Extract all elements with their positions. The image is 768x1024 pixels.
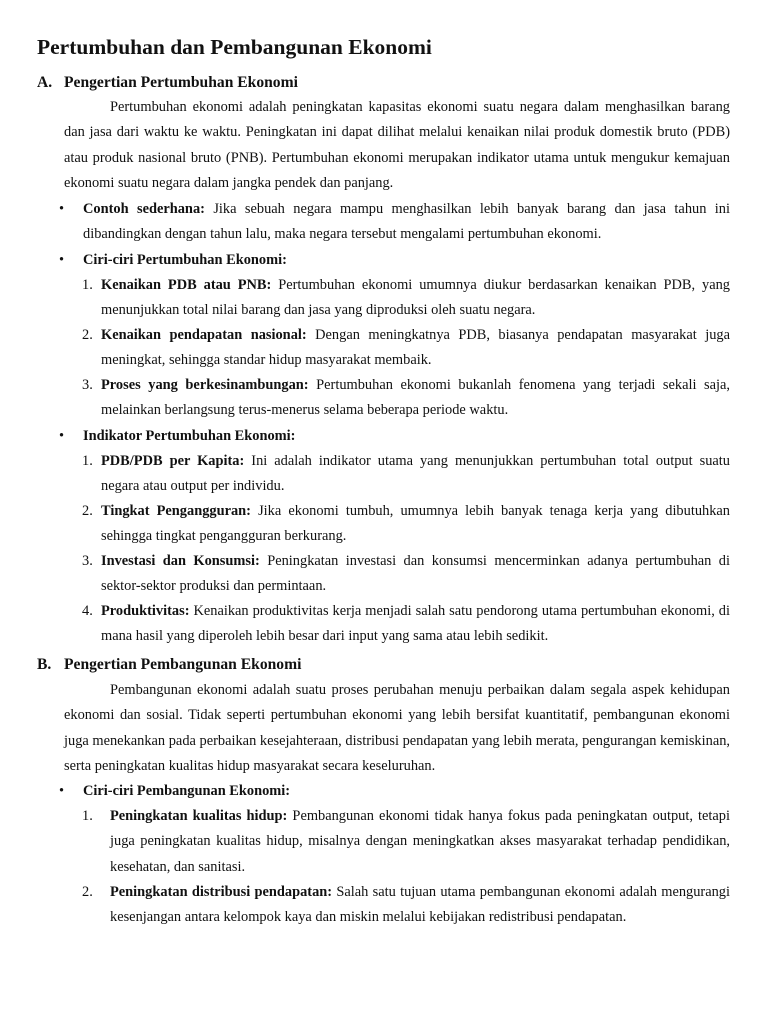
item-text: Pertumbuhan ekonomi bukanlah fenomena yang terjadi sekali saja, melainkan berlangsung terus-menerus selama beberapa periode waktu. xyxy=(101,377,730,419)
section-a-heading xyxy=(37,73,298,93)
development-features-label: Ciri-ciri Pembangunan Ekonomi: xyxy=(83,783,291,799)
bullet-growth-indicators xyxy=(59,424,730,449)
item-text: Peningkatan investasi dan konsumsi mencerminkan adanya pertumbuhan di sektor-sektor produksi dan permintaan. xyxy=(101,553,730,595)
item-text: Pertumbuhan ekonomi umumnya diukur berdasarkan kenaikan PDB, yang menunjukkan total nilai barang dan jasa yang diproduksi oleh suatu negara. xyxy=(101,277,730,319)
item-label: Peningkatan kualitas hidup: xyxy=(110,808,288,824)
item-number: 2. xyxy=(82,503,93,519)
growth-indicator-item xyxy=(82,449,730,500)
bullet-marker: • xyxy=(59,428,65,444)
item-text: Kenaikan produktivitas kerja menjadi salah satu pendorong utama pertumbuhan ekonomi, di mana hasil yang diperoleh lebih besar dari input yang sama atau lebih sedikit. xyxy=(101,603,730,645)
item-number: 1. xyxy=(82,277,93,293)
item-label: Produktivitas: xyxy=(101,603,190,619)
item-label: PDB/PDB per Kapita: xyxy=(101,453,245,469)
section-a-letter: A. xyxy=(37,74,53,91)
item-number: 3. xyxy=(82,553,93,569)
item-text: Salah satu tujuan utama pembangunan ekonomi adalah mengurangi kesenjangan antara kelompok kaya dan miskin melalui kebijakan redistribusi pendapatan. xyxy=(110,884,730,926)
bullet-growth-features xyxy=(59,248,730,273)
item-number: 2. xyxy=(82,327,93,343)
growth-feature-item xyxy=(82,323,730,374)
development-feature-item xyxy=(82,804,730,880)
example-label: Contoh sederhana: xyxy=(83,201,205,217)
growth-indicators-label: Indikator Pertumbuhan Ekonomi: xyxy=(83,428,296,444)
item-label: Kenaikan pendapatan nasional: xyxy=(101,327,307,343)
item-label: Peningkatan distribusi pendapatan: xyxy=(110,884,333,900)
development-feature-item xyxy=(82,880,730,931)
item-number: 4. xyxy=(82,603,93,619)
section-b-heading xyxy=(37,655,301,675)
item-number: 1. xyxy=(82,453,93,469)
bullet-marker: • xyxy=(59,783,65,799)
item-number: 1. xyxy=(82,808,93,824)
section-a-intro: Pertumbuhan ekonomi adalah peningkatan kapasitas ekonomi suatu negara dalam menghasilkan barang dan jasa dari waktu ke waktu. Peningkatan ini dapat dilihat melalui kenaikan nilai produk domestik bruto (PDB) atau produk nasional bruto (PNB). Pertumbuhan ekonomi merupakan indikator utama untuk mengukur kemajuan ekonomi suatu negara dalam jangka pendek dan panjang. xyxy=(64,99,730,192)
item-label: Proses yang berkesinambungan: xyxy=(101,377,309,393)
item-label: Kenaikan PDB atau PNB: xyxy=(101,277,272,293)
document-title: Pertumbuhan dan Pembangunan Ekonomi xyxy=(37,35,432,59)
item-number: 3. xyxy=(82,377,93,393)
item-label: Tingkat Pengangguran: xyxy=(101,503,251,519)
growth-features-label: Ciri-ciri Pertumbuhan Ekonomi: xyxy=(83,252,287,268)
growth-indicator-item xyxy=(82,499,730,550)
growth-indicator-item xyxy=(82,599,730,650)
section-b-title: Pengertian Pembangunan Ekonomi xyxy=(64,656,302,673)
section-a-title: Pengertian Pertumbuhan Ekonomi xyxy=(64,74,298,91)
item-text: Jika ekonomi tumbuh, umumnya lebih banyak tenaga kerja yang dibutuhkan sehingga tingkat pengangguran berkurang. xyxy=(101,503,730,545)
growth-indicator-item xyxy=(82,549,730,600)
item-number: 2. xyxy=(82,884,93,900)
bullet-development-features xyxy=(59,779,730,804)
bullet-marker: • xyxy=(59,201,65,217)
example-text: Jika sebuah negara mampu menghasilkan lebih banyak barang dan jasa tahun ini dibandingkan dengan tahun lalu, maka negara tersebut mengalami pertumbuhan ekonomi. xyxy=(83,201,730,243)
item-text: Dengan meningkatnya PDB, biasanya pendapatan masyarakat juga meningkat, sehingga standar hidup masyarakat membaik. xyxy=(101,327,730,369)
growth-feature-item xyxy=(82,373,730,424)
item-label: Investasi dan Konsumsi: xyxy=(101,553,260,569)
bullet-example xyxy=(59,197,730,248)
item-text: Pembangunan ekonomi tidak hanya fokus pada peningkatan output, tetapi juga peningkatan kualitas hidup, misalnya dengan meningkatkan akses masyarakat terhadap pendidikan, kesehatan, dan sanitasi. xyxy=(110,808,730,875)
section-b-letter: B. xyxy=(37,656,52,673)
bullet-marker: • xyxy=(59,252,65,268)
section-b-intro: Pembangunan ekonomi adalah suatu proses perubahan menuju perbaikan dalam segala aspek kehidupan ekonomi dan sosial. Tidak seperti pertumbuhan ekonomi yang lebih bersifat kuantitatif, pembangunan ekonomi juga menekankan pada perbaikan kesejahteraan, distribusi pendapatan yang lebih merata, pengurangan kemiskinan, serta peningkatan kualitas hidup masyarakat secara keseluruhan. xyxy=(64,682,730,775)
growth-feature-item xyxy=(82,273,730,324)
item-text: Ini adalah indikator utama yang menunjukkan pertumbuhan total output suatu negara atau output per individu. xyxy=(101,453,730,495)
